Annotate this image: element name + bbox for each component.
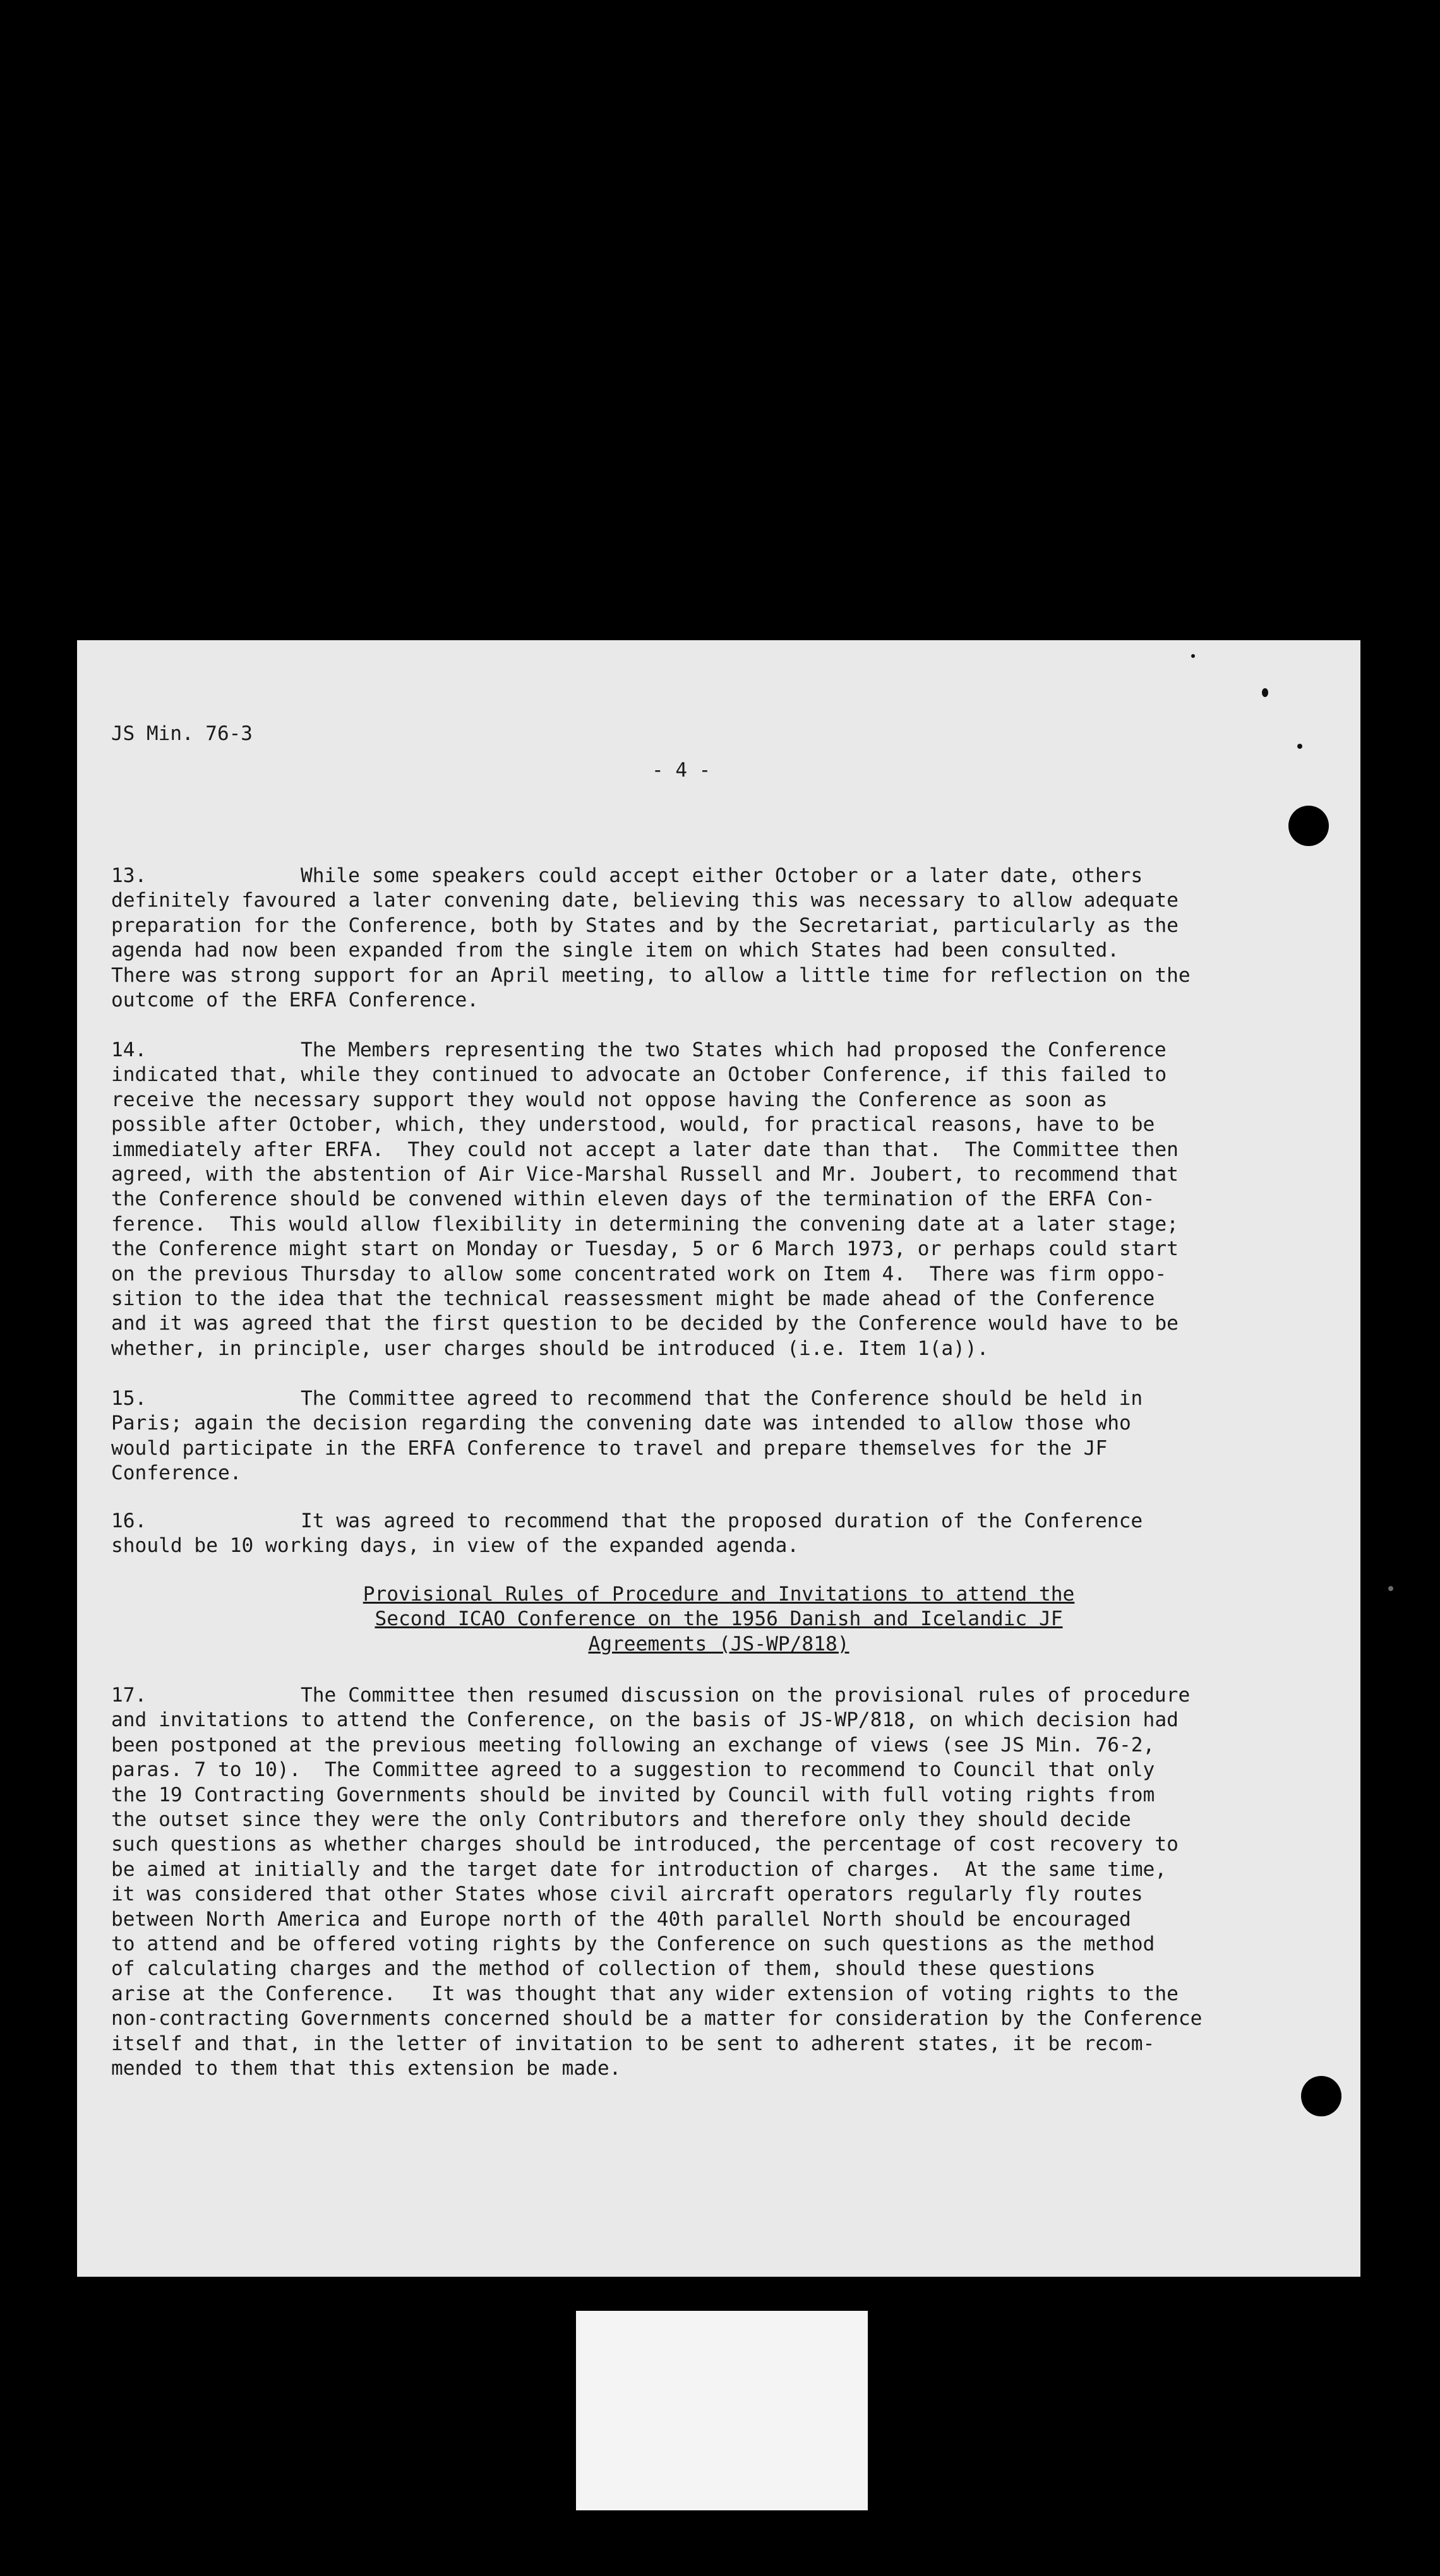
paragraph-number: 14. <box>111 1039 147 1061</box>
heading-line: Second ICAO Conference on the 1956 Danish and Icelandic JF <box>375 1607 1063 1631</box>
speck-mark <box>1297 744 1302 749</box>
paragraph-line: should be 10 working days, in view of the expanded agenda. <box>111 1534 800 1558</box>
paragraph-line: and it was agreed that the first question to be decided by the Conference would have to be <box>111 1312 1179 1335</box>
paragraph-number: 16. <box>111 1510 147 1532</box>
paragraph-17 <box>111 1683 1330 2082</box>
paragraph-number: 15. <box>111 1387 147 1410</box>
paragraph-line: The Committee then resumed discussion on the provisional rules of procedure <box>301 1684 1191 1707</box>
paragraph-line: be aimed at initially and the target date for introduction of charges. At the same time, <box>111 1857 1167 1881</box>
paragraph-line: the outset since they were the only Contributors and therefore only they should decide <box>111 1808 1131 1832</box>
paragraph-line: of calculating charges and the method of collection of them, should these questions <box>111 1957 1096 1981</box>
paragraph-number: 13. <box>111 864 147 887</box>
paragraph-line: the Conference should be convened within eleven days of the termination of the ERFA Con- <box>111 1188 1155 1211</box>
paragraph-line: receive the necessary support they would not oppose having the Conference as soon as <box>111 1088 1108 1111</box>
punch-hole-top <box>1288 806 1329 846</box>
document-reference: JS Min. 76-3 <box>111 722 253 745</box>
paragraph-line: possible after October, which, they understood, would, for practical reasons, have to be <box>111 1113 1155 1136</box>
paragraph-line: indicated that, while they continued to advocate an October Conference, if this failed to <box>111 1063 1167 1087</box>
paragraph-line: and invitations to attend the Conference, on the basis of JS-WP/818, on which decision had <box>111 1708 1179 1732</box>
paragraph-line: the Conference might start on Monday or Tuesday, 5 or 6 March 1973, or perhaps could start <box>111 1237 1179 1261</box>
paragraph-line: agenda had now been expanded from the single item on which States had been consulted. <box>111 939 1119 962</box>
paragraph-line: non-contracting Governments concerned should be a matter for consideration by the Conference <box>111 2007 1203 2030</box>
document-page <box>77 640 1360 2277</box>
paragraph-15 <box>111 1386 1330 1486</box>
paragraph-line: It was agreed to recommend that the proposed duration of the Conference <box>301 1510 1143 1532</box>
punch-hole-bottom <box>1301 2076 1341 2116</box>
section-heading <box>77 1582 1360 1657</box>
speck-mark <box>1388 1586 1393 1591</box>
paragraph-line: While some speakers could accept either October or a later date, others <box>301 864 1143 887</box>
paragraph-line: ference. This would allow flexibility in determining the convening date at a later stage; <box>111 1212 1179 1236</box>
speck-mark <box>1191 654 1195 658</box>
paragraph-line: outcome of the ERFA Conference. <box>111 989 479 1012</box>
paragraph-line: agreed, with the abstention of Air Vice-Marshal Russell and Mr. Joubert, to recommend that <box>111 1163 1179 1186</box>
paragraph-line: The Committee agreed to recommend that the Conference should be held in <box>301 1387 1143 1410</box>
paragraph-line: arise at the Conference. It was thought that any wider extension of voting rights to the <box>111 1982 1179 2005</box>
paper-stub <box>576 2311 868 2510</box>
paragraph-line: paras. 7 to 10). The Committee agreed to a suggestion to recommend to Council that only <box>111 1758 1155 1782</box>
paragraph-line: the 19 Contracting Governments should be invited by Council with full voting rights from <box>111 1783 1155 1806</box>
paragraph-line: preparation for the Conference, both by States and by the Secretariat, particularly as the <box>111 914 1179 937</box>
paragraph-line: Paris; again the decision regarding the convening date was intended to allow those who <box>111 1412 1131 1435</box>
paragraph-line: There was strong support for an April meeting, to allow a little time for reflection on the <box>111 963 1191 987</box>
paragraph-line: Conference. <box>111 1462 242 1485</box>
paragraph-line: sition to the idea that the technical reassessment might be made ahead of the Conference <box>111 1287 1155 1311</box>
paragraph-line: it was considered that other States whose civil aircraft operators regularly fly routes <box>111 1883 1143 1906</box>
speck-mark <box>1262 688 1268 697</box>
paragraph-line: such questions as whether charges should be introduced, the percentage of cost recovery to <box>111 1833 1179 1856</box>
paragraph-line: to attend and be offered voting rights by the Conference on such questions as the method <box>111 1933 1155 1956</box>
paragraph-number: 17. <box>111 1684 147 1707</box>
paragraph-14 <box>111 1038 1330 1361</box>
paragraph-line: whether, in principle, user charges should be introduced (i.e. Item 1(a)). <box>111 1337 989 1360</box>
paragraph-line: mended to them that this extension be made. <box>111 2057 621 2080</box>
paragraph-line: itself and that, in the letter of invitation to be sent to adherent states, it be recom- <box>111 2032 1155 2055</box>
paragraph-16 <box>111 1509 1330 1559</box>
paragraph-line: immediately after ERFA. They could not accept a later date than that. The Committee then <box>111 1138 1179 1161</box>
page-number: - 4 - <box>652 759 711 782</box>
paragraph-line: on the previous Thursday to allow some concentrated work on Item 4. There was firm oppo- <box>111 1262 1167 1285</box>
paragraph-line: would participate in the ERFA Conference to travel and prepare themselves for the JF <box>111 1436 1108 1460</box>
paragraph-line: definitely favoured a later convening date, believing this was necessary to allow adequate <box>111 889 1179 912</box>
heading-line: Agreements (JS-WP/818) <box>588 1632 849 1655</box>
paragraph-line: between North America and Europe north of the 40th parallel North should be encouraged <box>111 1907 1131 1931</box>
paragraph-line: The Members representing the two States which had proposed the Conference <box>301 1039 1167 1061</box>
heading-line: Provisional Rules of Procedure and Invitations to attend the <box>363 1583 1075 1606</box>
paragraph-line: been postponed at the previous meeting following an exchange of views (see JS Min. 76-2, <box>111 1733 1155 1756</box>
paragraph-13 <box>111 864 1330 1013</box>
